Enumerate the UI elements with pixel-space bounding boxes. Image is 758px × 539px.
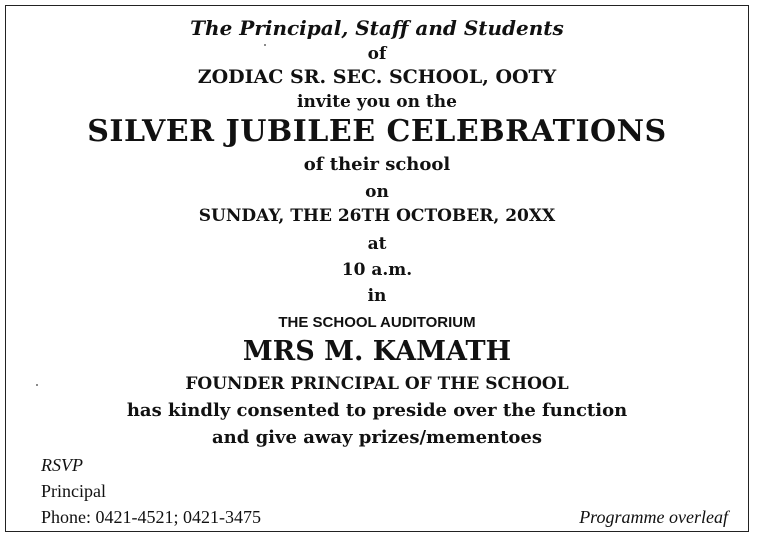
event-title: SILVER JUBILEE CELEBRATIONS <box>87 114 667 149</box>
event-date: SUNDAY, THE 26TH OCTOBER, 20XX <box>198 206 556 226</box>
event-time: 10 a.m. <box>341 260 413 280</box>
preside-line: has kindly consented to preside over the function <box>126 400 628 421</box>
of-line: of <box>367 44 387 64</box>
chief-guest-role: FOUNDER PRINCIPAL OF THE SCHOOL <box>185 374 569 394</box>
on-line: on <box>365 182 389 202</box>
event-venue: THE SCHOOL AUDITORIUM <box>278 314 476 331</box>
chief-guest-name: MRS M. KAMATH <box>242 336 512 367</box>
programme-note: Programme overleaf <box>579 507 728 527</box>
rsvp-contact: Principal <box>41 481 106 501</box>
at-line: at <box>367 234 387 254</box>
school-name: ZODIAC SR. SEC. SCHOOL, OOTY <box>197 66 557 88</box>
prizes-line: and give away prizes/mementoes <box>211 427 543 448</box>
of-their-school-line: of their school <box>303 154 451 175</box>
phone-numbers: Phone: 0421-4521; 0421-3475 <box>41 507 261 527</box>
invite-line: invite you on the <box>297 92 457 112</box>
in-line: in <box>367 286 387 306</box>
invitation-card <box>5 5 749 532</box>
hosts-line: The Principal, Staff and Students <box>190 16 564 40</box>
rsvp-label: RSVP <box>41 455 83 475</box>
scan-speck <box>36 384 38 386</box>
scan-speck <box>264 44 266 46</box>
